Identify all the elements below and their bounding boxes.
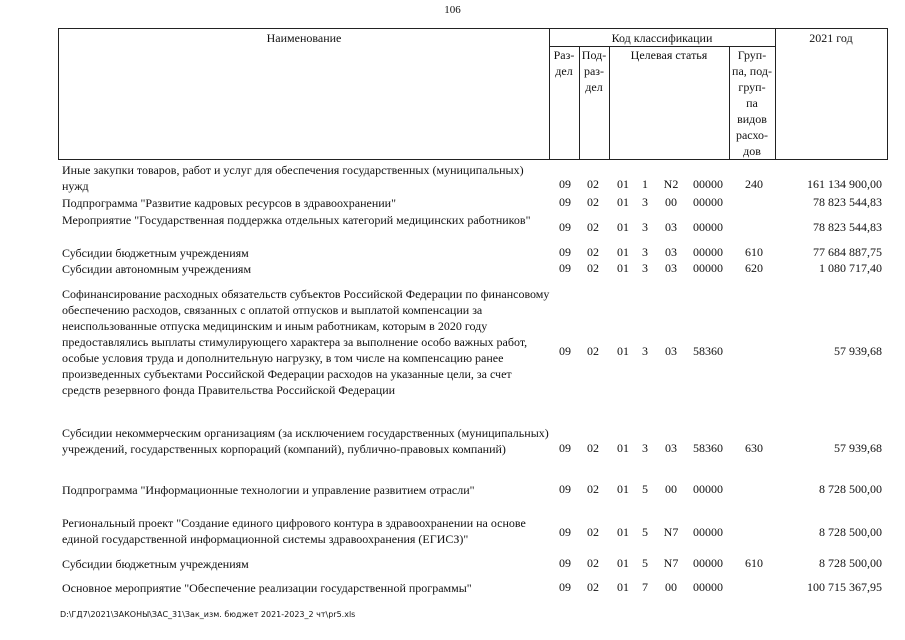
row-name: Субсидии некоммерческим организациям (за исключением государственных (муниципальных) учреждений, государственных корпораций (компаний), публично-правовых компаний) bbox=[62, 426, 549, 456]
code-c1: 01 bbox=[617, 261, 629, 275]
code-rz: 09 bbox=[559, 195, 571, 209]
code-prz: 02 bbox=[587, 261, 599, 275]
header-group bbox=[729, 47, 775, 159]
code-vr: 620 bbox=[745, 261, 763, 275]
row-amount: 100 715 367,95 bbox=[807, 580, 882, 594]
code-c2: 3 bbox=[642, 220, 648, 234]
code-c3: 03 bbox=[665, 261, 677, 275]
row-name: Субсидии бюджетным учреждениям bbox=[62, 246, 249, 260]
header-group-line: па, под- bbox=[732, 64, 772, 78]
code-rz: 09 bbox=[559, 177, 571, 191]
code-vr: 610 bbox=[745, 556, 763, 570]
header-group-line: видов bbox=[737, 112, 767, 126]
code-c1: 01 bbox=[617, 482, 629, 496]
header-year: 2021 год bbox=[809, 31, 853, 45]
code-c4: 58360 bbox=[693, 344, 723, 358]
header-group-line: груп- bbox=[738, 80, 766, 94]
row-name: Субсидии бюджетным учреждениям bbox=[62, 557, 249, 571]
code-rz: 09 bbox=[559, 525, 571, 539]
code-rz: 09 bbox=[559, 220, 571, 234]
code-rz: 09 bbox=[559, 556, 571, 570]
code-c2: 7 bbox=[642, 580, 648, 594]
row-name: Подпрограмма "Развитие кадровых ресурсов в здравоохранении" bbox=[62, 196, 396, 210]
row-name: Подпрограмма "Информационные технологии и управление развитием отрасли" bbox=[62, 483, 475, 497]
code-c2: 5 bbox=[642, 525, 648, 539]
code-prz: 02 bbox=[587, 525, 599, 539]
code-rz: 09 bbox=[559, 344, 571, 358]
row-name: Иные закупки товаров, работ и услуг для обеспечения государственных (муниципальных) нужд bbox=[62, 163, 524, 193]
code-c3: 03 bbox=[665, 441, 677, 455]
code-c1: 01 bbox=[617, 195, 629, 209]
code-c4: 00000 bbox=[693, 177, 723, 191]
divider bbox=[609, 47, 610, 159]
header-name: Наименование bbox=[266, 31, 342, 45]
header-section bbox=[549, 47, 579, 79]
code-prz: 02 bbox=[587, 344, 599, 358]
header-section-line: дел bbox=[555, 64, 573, 78]
code-prz: 02 bbox=[587, 245, 599, 259]
code-c4: 00000 bbox=[693, 220, 723, 234]
code-rz: 09 bbox=[559, 580, 571, 594]
code-c1: 01 bbox=[617, 245, 629, 259]
row-name: Мероприятие "Государственная поддержка отдельных категорий медицинских работников" bbox=[62, 213, 531, 227]
code-prz: 02 bbox=[587, 580, 599, 594]
header-group-line: Груп- bbox=[737, 48, 767, 62]
header-group-line: дов bbox=[743, 144, 761, 158]
row-name: Субсидии автономным учреждениям bbox=[62, 262, 252, 276]
code-c2: 3 bbox=[642, 441, 648, 455]
code-c4: 00000 bbox=[693, 580, 723, 594]
code-rz: 09 bbox=[559, 261, 571, 275]
header-subsection-line: дел bbox=[585, 80, 603, 94]
row-amount: 8 728 500,00 bbox=[819, 482, 882, 496]
row-amount: 8 728 500,00 bbox=[819, 525, 882, 539]
row-amount: 57 939,68 bbox=[834, 344, 882, 358]
row-amount: 1 080 717,40 bbox=[819, 261, 882, 275]
header-subsection-line: Под- bbox=[581, 48, 607, 62]
code-c2: 3 bbox=[642, 195, 648, 209]
row-amount: 78 823 544,83 bbox=[813, 195, 882, 209]
code-vr: 240 bbox=[745, 177, 763, 191]
header-subsection-line: раз- bbox=[583, 64, 605, 78]
code-rz: 09 bbox=[559, 441, 571, 455]
header-subsection bbox=[579, 47, 609, 95]
code-c2: 1 bbox=[642, 177, 648, 191]
code-prz: 02 bbox=[587, 195, 599, 209]
code-c4: 00000 bbox=[693, 525, 723, 539]
code-c4: 00000 bbox=[693, 245, 723, 259]
code-c1: 01 bbox=[617, 556, 629, 570]
code-c2: 3 bbox=[642, 344, 648, 358]
code-c1: 01 bbox=[617, 580, 629, 594]
code-c4: 00000 bbox=[693, 556, 723, 570]
code-c3: 03 bbox=[665, 344, 677, 358]
row-amount: 161 134 900,00 bbox=[807, 177, 882, 191]
code-c2: 3 bbox=[642, 261, 648, 275]
divider bbox=[775, 29, 776, 159]
code-vr: 610 bbox=[745, 245, 763, 259]
row-amount: 57 939,68 bbox=[834, 441, 882, 455]
code-prz: 02 bbox=[587, 177, 599, 191]
code-prz: 02 bbox=[587, 220, 599, 234]
code-prz: 02 bbox=[587, 441, 599, 455]
code-rz: 09 bbox=[559, 245, 571, 259]
code-c3: 03 bbox=[665, 245, 677, 259]
code-c1: 01 bbox=[617, 344, 629, 358]
page-number: 106 bbox=[444, 4, 461, 16]
code-prz: 02 bbox=[587, 482, 599, 496]
table-header bbox=[58, 28, 888, 160]
code-c4: 00000 bbox=[693, 195, 723, 209]
row-amount: 77 684 887,75 bbox=[813, 245, 882, 259]
header-group-line: па bbox=[746, 96, 758, 110]
code-c4: 00000 bbox=[693, 261, 723, 275]
code-c2: 3 bbox=[642, 245, 648, 259]
code-c3: N7 bbox=[663, 556, 679, 570]
code-c4: 58360 bbox=[693, 441, 723, 455]
code-c3: 00 bbox=[665, 580, 677, 594]
code-c3: 00 bbox=[665, 195, 677, 209]
code-c2: 5 bbox=[642, 482, 648, 496]
code-vr: 630 bbox=[745, 441, 763, 455]
code-c1: 01 bbox=[617, 177, 629, 191]
code-c1: 01 bbox=[617, 220, 629, 234]
code-rz: 09 bbox=[559, 482, 571, 496]
code-c3: N2 bbox=[663, 177, 679, 191]
code-c3: 03 bbox=[665, 220, 677, 234]
header-code: Код классификации bbox=[611, 31, 713, 45]
file-path: D:\ГД7\2021\ЗАКОНЫ\ЗАС_31\Зак_изм. бюджет 2021-2023_2 чт\pr5.xls bbox=[60, 610, 356, 619]
header-section-line: Раз- bbox=[553, 48, 575, 62]
code-c3: N7 bbox=[663, 525, 679, 539]
code-prz: 02 bbox=[587, 556, 599, 570]
code-c2: 5 bbox=[642, 556, 648, 570]
code-c1: 01 bbox=[617, 525, 629, 539]
row-name: Региональный проект "Создание единого цифрового контура в здравоохранении на основе единой государственной информационной системы здравоохранения (ЕГИСЗ)" bbox=[62, 516, 526, 546]
header-group-line: расхо- bbox=[735, 128, 769, 142]
code-c4: 00000 bbox=[693, 482, 723, 496]
row-amount: 78 823 544,83 bbox=[813, 220, 882, 234]
row-name: Софинансирование расходных обязательств субъектов Российской Федерации по финансовому обеспечению расходов, связанных с оплатой отпусков и выплатой компенсации за неиспользованные отпуска медицинским и иным работникам, которым в 2020 году предоставлялись выплаты стимулирующего характера за выполнение особо важных работ, особые условия труда и дополнительную нагрузку, в том числе на компенсацию ранее произведенных субъектами Российской Федерации расходов на указанные цели, за счет средств резервного фонда Правительства Российской Федерации bbox=[62, 287, 550, 397]
code-c1: 01 bbox=[617, 441, 629, 455]
row-amount: 8 728 500,00 bbox=[819, 556, 882, 570]
code-c3: 00 bbox=[665, 482, 677, 496]
header-target: Целевая статья bbox=[630, 48, 708, 62]
row-name: Основное мероприятие "Обеспечение реализации государственной программы" bbox=[62, 581, 472, 595]
